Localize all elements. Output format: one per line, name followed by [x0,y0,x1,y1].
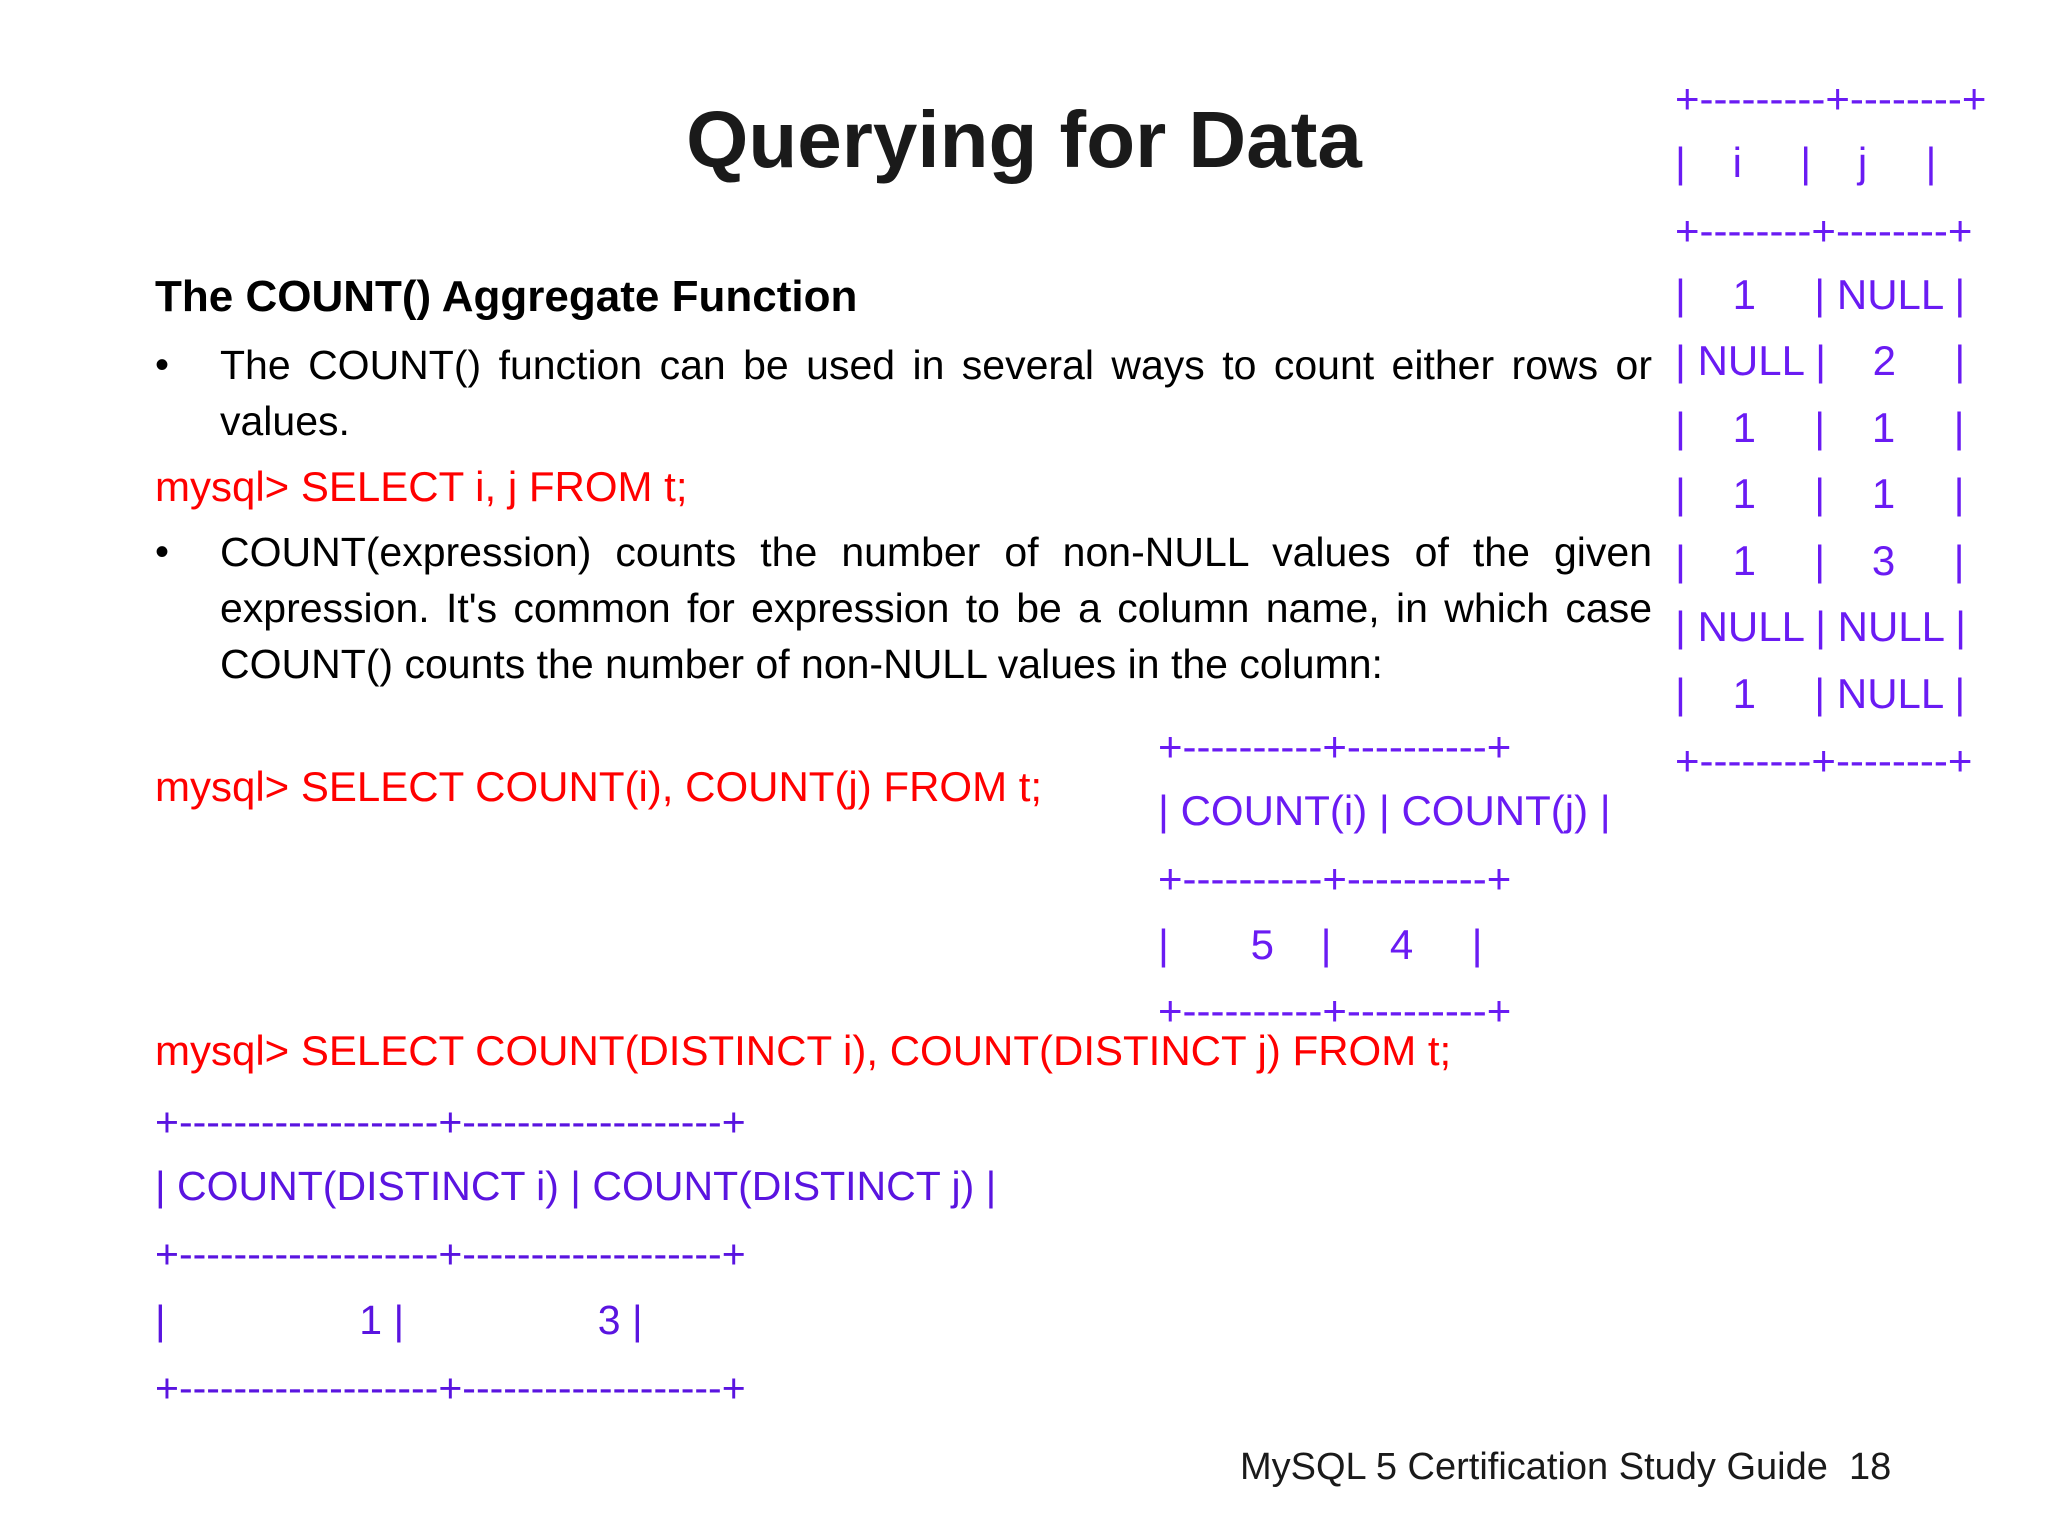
section-heading: The COUNT() Aggregate Function [155,272,858,321]
bullet-text-2: COUNT(expression) counts the number of non-NULL values of the given expression. It's common for expression to be a column name, in which case COUNT() counts the number of non-NULL values in the column: [220,529,1652,687]
table-border: +--------+--------+ [1675,737,1973,784]
table-row: | 5 | 4 | [1158,921,1483,968]
table-row: | 1 | NULL | [1675,271,1966,318]
table-header: | i | j | [1675,139,1937,186]
table-border: +---------+--------+ [1675,75,1987,122]
table-row: | NULL | 2 | [1675,337,1966,384]
table-row: | 1 | NULL | [1675,670,1966,717]
table-header: | COUNT(DISTINCT i) | COUNT(DISTINCT j) | [155,1163,997,1209]
footer-page-label: MySQL 5 Certification Study Guide 18 [1240,1446,1892,1488]
table-border: +-------------------+-------------------+ [155,1231,746,1277]
table-row: | 1 | 3 | [155,1297,643,1343]
table-border: +----------+----------+ [1158,987,1512,1034]
table-border: +----------+----------+ [1158,723,1512,770]
table-header: | COUNT(i) | COUNT(j) | [1158,787,1611,834]
table-border: +-------------------+-------------------+ [155,1365,746,1411]
table-border: +----------+----------+ [1158,855,1512,902]
bullet-text-1: The COUNT() function can be used in several ways to count either rows or values. [220,342,1652,444]
slide-title: Querying for Data [686,95,1362,184]
table-row: | 1 | 3 | [1675,537,1965,584]
bullet-marker: • [155,343,170,387]
table-row: | 1 | 1 | [1675,470,1965,517]
bullet-marker: • [155,530,170,574]
table-border: +--------+--------+ [1675,207,1973,254]
sql-command-count-distinct: mysql> SELECT COUNT(DISTINCT i), COUNT(DISTINCT j) FROM t; [155,1027,1452,1074]
table-border: +-------------------+-------------------+ [155,1099,746,1145]
table-row: | 1 | 1 | [1675,404,1965,451]
sql-command-count: mysql> SELECT COUNT(i), COUNT(j) FROM t; [155,763,1043,810]
table-row: | NULL | NULL | [1675,603,1967,650]
sql-command-select: mysql> SELECT i, j FROM t; [155,463,688,510]
